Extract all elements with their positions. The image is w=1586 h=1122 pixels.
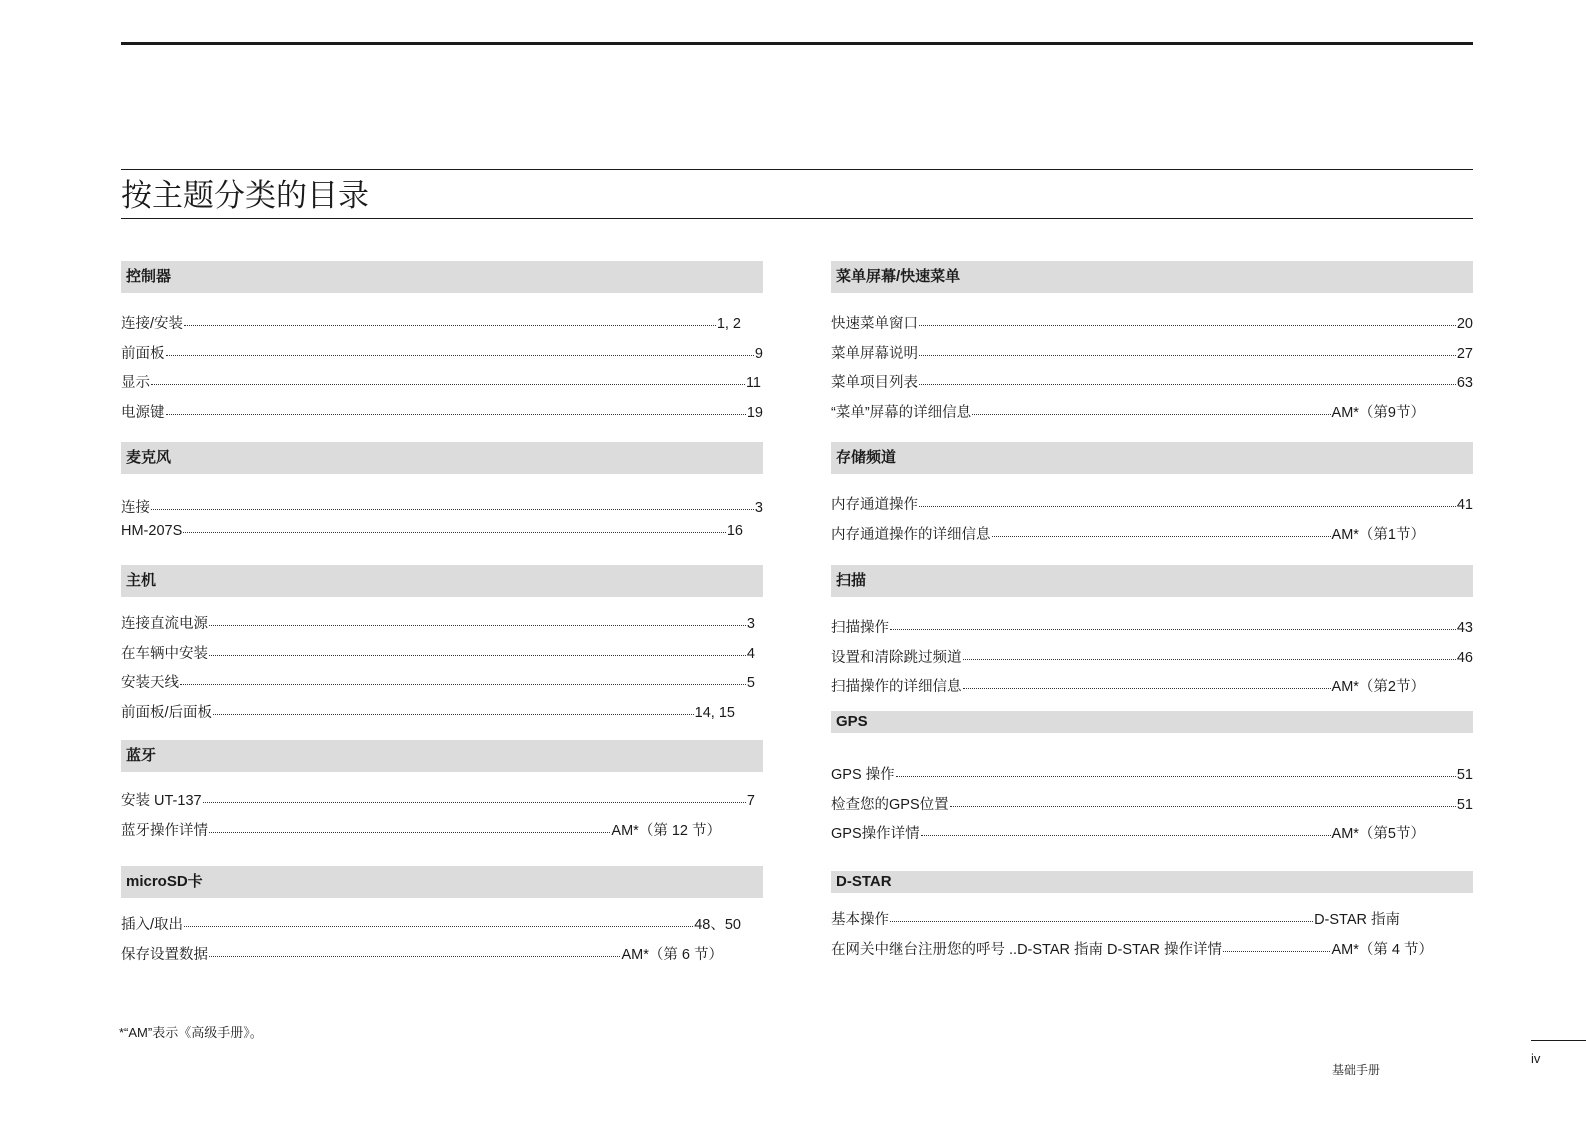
toc-entry[interactable] xyxy=(831,488,1473,518)
entry-label: 连接 xyxy=(121,500,150,516)
entry-page: 43 xyxy=(1456,620,1473,636)
top-rule xyxy=(121,42,1473,45)
entry-page: AM*（第 12 节） xyxy=(611,822,721,839)
entry-page: AM*（第 6 节） xyxy=(621,946,723,963)
dot-leader xyxy=(972,394,1330,415)
toc-entry[interactable] xyxy=(831,518,1473,548)
page-number: iv xyxy=(1531,1051,1541,1066)
dot-leader xyxy=(166,335,754,356)
dot-leader xyxy=(896,756,1456,777)
dot-leader xyxy=(1223,931,1331,952)
toc-entry[interactable] xyxy=(831,307,1473,337)
toc-entry[interactable] xyxy=(121,938,763,968)
section-heading: 菜单屏幕/快速菜单 xyxy=(831,261,1473,293)
dot-leader xyxy=(213,694,694,715)
section-menu-screen xyxy=(831,261,1473,425)
entry-label: GPS操作详情 xyxy=(831,826,920,842)
entry-page: 63 xyxy=(1456,375,1473,391)
entry-page: 51 xyxy=(1456,767,1473,783)
dot-leader xyxy=(209,605,746,626)
section-heading: GPS xyxy=(831,711,1473,733)
entry-page: AM*（第1节） xyxy=(1331,526,1425,543)
section-heading: 控制器 xyxy=(121,261,763,293)
dot-leader xyxy=(184,305,716,326)
entry-page: 41 xyxy=(1456,497,1473,513)
dot-leader xyxy=(183,512,726,533)
entry-page: 9 xyxy=(754,345,763,362)
entry-label: 显示 xyxy=(121,375,150,391)
section-bluetooth xyxy=(121,740,763,843)
toc-entry[interactable] xyxy=(121,908,763,938)
toc-entry[interactable] xyxy=(831,670,1473,700)
dot-leader xyxy=(890,609,1456,630)
entry-label: 前面板/后面板 xyxy=(121,704,213,721)
toc-entry[interactable] xyxy=(121,814,763,844)
dot-leader xyxy=(209,812,610,833)
entry-page: 7 xyxy=(746,793,755,809)
section-gps xyxy=(831,711,1473,847)
entry-label: 在网关中继台注册您的呼号 ..D-STAR 指南 D-STAR 操作详情 xyxy=(831,941,1222,958)
toc-entry[interactable] xyxy=(121,337,763,367)
toc-entry[interactable] xyxy=(831,933,1473,963)
entry-label: 快速菜单窗口 xyxy=(831,316,918,332)
entry-page: 14, 15 xyxy=(694,704,735,721)
section-microsd-card xyxy=(121,866,763,967)
page-number-rule xyxy=(1531,1040,1586,1041)
entry-page: 11 xyxy=(745,375,761,391)
entry-label: 保存设置数据 xyxy=(121,946,208,963)
dot-leader xyxy=(963,639,1456,660)
entry-page: AM*（第5节） xyxy=(1331,826,1425,842)
entry-label: 蓝牙操作详情 xyxy=(121,822,208,839)
entry-label: 在车辆中安装 xyxy=(121,645,208,662)
entry-page: 3 xyxy=(754,500,763,516)
dot-leader xyxy=(209,635,746,656)
entry-label: 设置和清除跳过频道 xyxy=(831,649,962,666)
entry-page: 1, 2 xyxy=(716,316,741,332)
entry-page: 5 xyxy=(746,675,755,691)
dot-leader xyxy=(992,516,1331,537)
entry-page: D-STAR 指南 xyxy=(1314,912,1400,928)
toc-entry[interactable] xyxy=(121,607,763,637)
entry-page: 20 xyxy=(1456,316,1473,332)
section-microphone xyxy=(121,442,763,537)
dot-leader xyxy=(184,906,693,927)
section-heading: 蓝牙 xyxy=(121,740,763,772)
dot-leader xyxy=(151,489,754,510)
entry-label: 扫描操作 xyxy=(831,620,889,636)
dot-leader xyxy=(166,394,746,415)
toc-entry[interactable] xyxy=(121,637,763,667)
entry-page: AM*（第2节） xyxy=(1331,679,1425,695)
entry-page: 27 xyxy=(1456,345,1473,362)
dot-leader xyxy=(180,664,746,685)
dot-leader xyxy=(890,901,1313,922)
entry-label: HM-207S xyxy=(121,523,183,539)
toc-entry[interactable] xyxy=(121,491,763,514)
toc-entry[interactable] xyxy=(121,696,763,726)
entry-page: 19 xyxy=(746,404,763,421)
section-heading: 存储频道 xyxy=(831,442,1473,474)
dot-leader xyxy=(963,668,1331,689)
toc-entry[interactable] xyxy=(121,784,763,814)
footer-label: 基础手册 xyxy=(1332,1063,1381,1077)
toc-entry[interactable] xyxy=(121,307,763,337)
dot-leader xyxy=(919,305,1456,326)
dot-leader xyxy=(950,786,1456,807)
section-main-unit xyxy=(121,565,763,725)
dot-leader xyxy=(919,335,1456,356)
entry-label: 扫描操作的详细信息 xyxy=(831,679,962,695)
dot-leader xyxy=(151,364,745,385)
dot-leader xyxy=(919,364,1456,385)
toc-entry[interactable] xyxy=(121,514,763,537)
dot-leader xyxy=(921,815,1331,836)
section-heading: microSD卡 xyxy=(121,866,763,898)
entry-label: 连接直流电源 xyxy=(121,616,208,632)
section-scan xyxy=(831,565,1473,700)
toc-entry[interactable] xyxy=(831,758,1473,788)
toc-entry[interactable] xyxy=(831,337,1473,367)
toc-entry[interactable] xyxy=(831,396,1473,426)
entry-page: 48、50 xyxy=(694,917,741,933)
entry-label: 电源键 xyxy=(121,404,165,421)
entry-label: 菜单屏幕说明 xyxy=(831,345,918,362)
dot-leader xyxy=(209,936,620,957)
entry-label: “菜单”屏幕的详细信息 xyxy=(831,404,972,421)
section-heading: D-STAR xyxy=(831,871,1473,893)
toc-entry[interactable] xyxy=(121,396,763,426)
entry-page: 46 xyxy=(1456,649,1473,666)
section-heading: 扫描 xyxy=(831,565,1473,597)
entry-page: AM*（第 4 节） xyxy=(1331,941,1433,958)
entry-page: 16 xyxy=(726,523,743,539)
entry-label: 插入/取出 xyxy=(121,917,184,933)
section-d-star xyxy=(831,871,1473,962)
entry-label: 检查您的GPS位置 xyxy=(831,796,949,813)
dot-leader xyxy=(919,486,1456,507)
toc-entry[interactable] xyxy=(831,611,1473,641)
entry-label: GPS 操作 xyxy=(831,767,895,783)
entry-page: 3 xyxy=(746,616,755,632)
entry-label: 内存通道操作 xyxy=(831,497,918,513)
entry-label: 安装天线 xyxy=(121,675,179,691)
title-top-rule xyxy=(121,169,1473,170)
section-memory-channels xyxy=(831,442,1473,547)
section-controller xyxy=(121,261,763,425)
dot-leader xyxy=(203,782,746,803)
page-title: 按主题分类的目录 xyxy=(121,176,1473,219)
footnote: *“AM”表示《高级手册》。 xyxy=(119,1025,263,1040)
entry-label: 前面板 xyxy=(121,345,165,362)
entry-label: 内存通道操作的详细信息 xyxy=(831,526,991,543)
entry-label: 菜单项目列表 xyxy=(831,375,918,391)
entry-page: 51 xyxy=(1456,796,1473,813)
entry-label: 连接/安装 xyxy=(121,316,184,332)
section-heading: 麦克风 xyxy=(121,442,763,474)
toc-entry[interactable] xyxy=(831,641,1473,671)
toc-entry[interactable] xyxy=(121,366,763,396)
entry-label: 基本操作 xyxy=(831,912,889,928)
entry-label: 安装 UT-137 xyxy=(121,793,202,809)
entry-page: AM*（第9节） xyxy=(1331,404,1425,421)
section-heading: 主机 xyxy=(121,565,763,597)
toc-entry[interactable] xyxy=(831,903,1473,933)
toc-entry[interactable] xyxy=(121,666,763,696)
toc-entry[interactable] xyxy=(831,366,1473,396)
toc-entry[interactable] xyxy=(831,788,1473,818)
toc-entry[interactable] xyxy=(831,817,1473,847)
entry-page: 4 xyxy=(746,645,755,662)
